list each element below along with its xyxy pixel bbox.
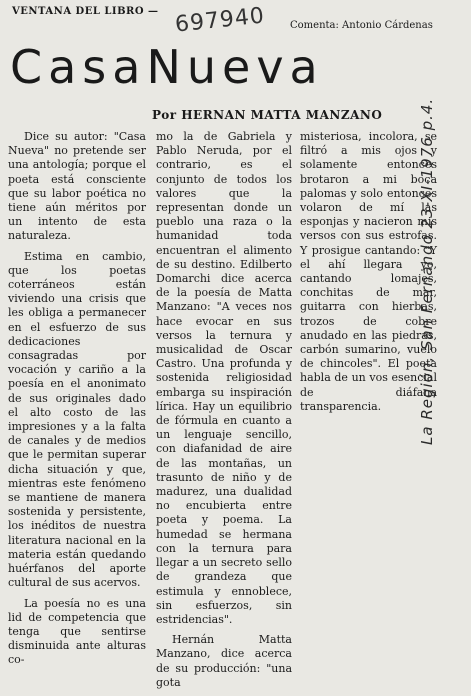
article-column-2 (156, 130, 292, 696)
article-title: CasaNueva (10, 40, 324, 94)
article-byline: Por HERNAN MATTA MANZANO (152, 108, 383, 122)
paragraph: Hernán Matta Manzano, dice acerca de su producción: "una gota (156, 633, 292, 689)
paragraph: mo la de Gabriela y Pablo Neruda, por el contrario, es el conjunto de todos los valores que la representan donde un pueblo una raza o la humanidad toda encuentran el alimento de su destino. Edilberto Domarchi dice acerca de la poesía de Matta Manzano: "A veces nos hace evocar en sus versos la ternura y musicalidad de Oscar Castro. Una profunda y sostenida religiosidad embarga su inspiración lírica. Hay un equilibrio de fórmula en cuanto a un lenguaje sencillo, con diafanidad de aire de las montañas, un trasunto de niño y de madurez, una dualidad no encubierta entre poeta y poema. La humedad se hermana con la ternura para llegar a un secreto sello de grandeza que estimula y ennoblece, sin esfuerzos, sin estridencias". (156, 130, 292, 626)
paragraph: Dice su autor: "Casa Nueva" no pretende ser una antología; porque el poeta está consciente que su labor poética no tiene aún méritos por un intento de esta naturaleza. (8, 130, 146, 243)
commentary-credit: Comenta: Antonio Cárdenas (290, 20, 433, 31)
article-column-3 (300, 130, 437, 420)
paragraph: misteriosa, incolora, se filtró a mis ojos y solamente entonces brotaron a mi boca palomas y solo entonces volaron de mí las esponjas y nacieron mis versos con sus estrofas. Y prosigue cantando: "Y el ahí llegara yo, cantando lomajes, conchitas de mar, guitarra con hierbas, trozos de cobre anudado en las piedras, carbón sumarino, vuelo de chincoles". El poeta habla de un vos esencial de diáfana transparencia. (300, 130, 437, 413)
article-column-1 (8, 130, 146, 674)
handwritten-source-note: La Región, San Fernando 23-XI-1976 p.4. (418, 97, 436, 445)
paragraph: Estima en cambio, que los poetas coterráneos están viviendo una crisis que les obliga a permanecer en el esfuerzo de sus dedicaciones consagradas por vocación y cariño a la poesía en el anonimato de sus originales dado el alto costo de las impresiones y a la falta de canales y de medios que le permitan superar dicha situación y que, mientras este fenómeno se mantiene de manera sostenida y persistente, los inéditos de nuestra literatura nacional en la materia están quedando huérfanos del aporte cultural de sus acervos. (8, 249, 146, 590)
section-label: VENTANA DEL LIBRO — (12, 6, 159, 17)
archive-number: 697940 (173, 3, 267, 38)
paragraph: La poesía no es una lid de competencia que tenga que sentirse disminuida ante alturas co- (8, 596, 146, 667)
